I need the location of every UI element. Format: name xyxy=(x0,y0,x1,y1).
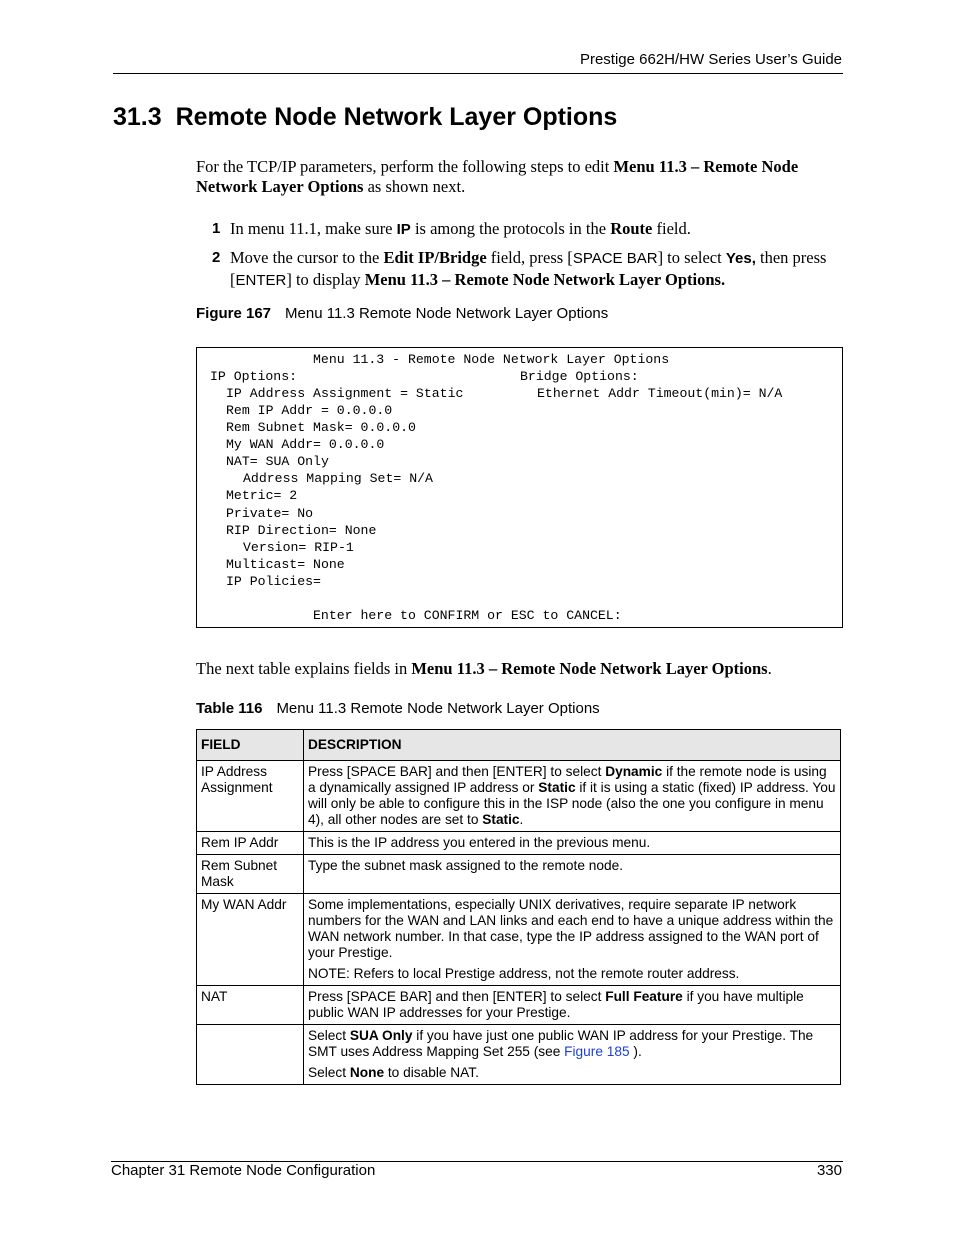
step-text: Move the cursor to the xyxy=(230,248,384,267)
table-row xyxy=(197,1025,841,1085)
ip-options-label: IP Options: xyxy=(210,369,298,384)
step-bold: Edit IP/Bridge xyxy=(383,248,487,267)
table-header-row xyxy=(197,730,841,761)
page-number: 330 xyxy=(816,1162,842,1179)
intro-paragraph xyxy=(196,157,836,197)
step-key: ENTER xyxy=(235,272,287,289)
step-number: 1 xyxy=(212,220,221,237)
step-1 xyxy=(196,218,836,240)
field-cell: NAT xyxy=(197,986,304,1025)
section-number: 31.3 xyxy=(113,103,162,131)
figure-caption-text: Menu 11.3 Remote Node Network Layer Options xyxy=(285,305,609,322)
address-mapping-set-field[interactable]: Address Mapping Set= N/A xyxy=(243,471,433,486)
smt-menu-screen xyxy=(196,347,843,628)
table-intro-menu-ref: Menu 11.3 – Remote Node Network Layer Options xyxy=(411,659,768,678)
table-row xyxy=(197,832,841,855)
step-text: In menu 11.1, make sure xyxy=(230,219,397,238)
description-cell: Press [SPACE BAR] and then [ENTER] to select Dynamic if the remote node is using a dynamically assigned IP address or Static if it is using a static (fixed) IP address. You will only be able to configure this in the ISP node (also the one you configure in menu 4), all other nodes are set to Static. xyxy=(304,761,841,832)
field-cell: IP Address Assignment xyxy=(197,761,304,832)
step-number: 2 xyxy=(212,249,221,266)
screen-title: Menu 11.3 - Remote Node Network Layer Options xyxy=(313,352,670,367)
metric-field[interactable]: Metric= 2 xyxy=(226,488,298,503)
table-caption xyxy=(196,700,600,717)
table-intro-text-end: . xyxy=(767,659,772,678)
version-field[interactable]: Version= RIP-1 xyxy=(243,540,354,555)
step-bold: Route xyxy=(610,219,653,238)
description-cell: Some implementations, especially UNIX derivatives, require separate IP network numbers for the WAN and LAN links and each end to have a unique address within the WAN network number. In that case, type the IP address assigned to the WAN port of your Prestige. NOTE: Refers to local Prestige address, not the remote router address. xyxy=(304,894,841,986)
step-2 xyxy=(196,247,836,291)
my-wan-addr-field[interactable]: My WAN Addr= 0.0.0.0 xyxy=(226,437,385,452)
description-cell: Type the subnet mask assigned to the remote node. xyxy=(304,855,841,894)
step-key: SPACE BAR xyxy=(572,250,658,267)
step-text: is among the protocols in the xyxy=(410,219,611,238)
bridge-options-label: Bridge Options: xyxy=(520,369,639,384)
table-caption-text: Menu 11.3 Remote Node Network Layer Options xyxy=(276,700,600,717)
ip-policies-field[interactable]: IP Policies= xyxy=(226,574,321,589)
step-text: ] to display xyxy=(286,270,365,289)
description-header: DESCRIPTION xyxy=(304,730,841,761)
table-row xyxy=(197,986,841,1025)
field-header: FIELD xyxy=(197,730,304,761)
step-key: Yes, xyxy=(725,250,756,267)
section-title-text: Remote Node Network Layer Options xyxy=(175,103,618,131)
multicast-field[interactable]: Multicast= None xyxy=(226,557,345,572)
footer-chapter: Chapter 31 Remote Node Configuration xyxy=(111,1162,376,1179)
rem-subnet-mask-field[interactable]: Rem Subnet Mask= 0.0.0.0 xyxy=(226,420,416,435)
table-row xyxy=(197,894,841,986)
figure-label: Figure 167 xyxy=(196,305,272,322)
description-cell: Press [SPACE BAR] and then [ENTER] to select Full Feature if you have multiple public WAN IP addresses for your Prestige. xyxy=(304,986,841,1025)
rem-ip-addr-field[interactable]: Rem IP Addr = 0.0.0.0 xyxy=(226,403,393,418)
step-text: then press [ xyxy=(230,248,827,289)
intro-text-end: as shown next. xyxy=(363,177,466,196)
step-text: field. xyxy=(652,219,691,238)
intro-menu-ref: Menu 11.3 – Remote Node Network Layer Options xyxy=(196,157,799,196)
note-text: NOTE: Refers to local Prestige address, not the remote router address. xyxy=(308,966,740,981)
ip-address-assignment-field[interactable]: IP Address Assignment = Static xyxy=(226,386,464,401)
rip-direction-field[interactable]: RIP Direction= None xyxy=(226,523,377,538)
field-cell: Rem IP Addr xyxy=(197,832,304,855)
step-key: IP xyxy=(396,221,411,238)
confirm-prompt: Enter here to CONFIRM or ESC to CANCEL: xyxy=(313,608,622,623)
figure-caption xyxy=(196,305,608,322)
table-row xyxy=(197,761,841,832)
step-text: field, press [ xyxy=(486,248,573,267)
table-label: Table 116 xyxy=(196,700,263,717)
intro-text: For the TCP/IP parameters, perform the following steps to edit xyxy=(196,157,614,176)
private-field[interactable]: Private= No xyxy=(226,506,314,521)
ethernet-addr-timeout-field[interactable]: Ethernet Addr Timeout(min)= N/A xyxy=(537,386,783,401)
step-text: ] to select xyxy=(657,248,726,267)
description-cell: This is the IP address you entered in the previous menu. xyxy=(304,832,841,855)
description-cell: Select SUA Only if you have just one public WAN IP address for your Prestige. The SMT uses Address Mapping Set 255 (see Figure 185 ). Select None to disable NAT. xyxy=(304,1025,841,1085)
field-cell xyxy=(197,1025,304,1085)
running-header: Prestige 662H/HW Series User’s Guide xyxy=(579,51,842,68)
header-rule xyxy=(113,73,843,74)
figure-185-link[interactable]: Figure 185 xyxy=(564,1044,630,1059)
field-cell: My WAN Addr xyxy=(197,894,304,986)
table-intro-text: The next table explains fields in xyxy=(196,659,412,678)
table-intro-paragraph xyxy=(196,659,772,679)
step-bold: Menu 11.3 – Remote Node Network Layer Options. xyxy=(364,270,726,289)
field-cell: Rem Subnet Mask xyxy=(197,855,304,894)
table-row xyxy=(197,855,841,894)
nat-field[interactable]: NAT= SUA Only xyxy=(226,454,329,469)
section-title xyxy=(113,103,617,132)
field-description-table xyxy=(196,729,841,1085)
